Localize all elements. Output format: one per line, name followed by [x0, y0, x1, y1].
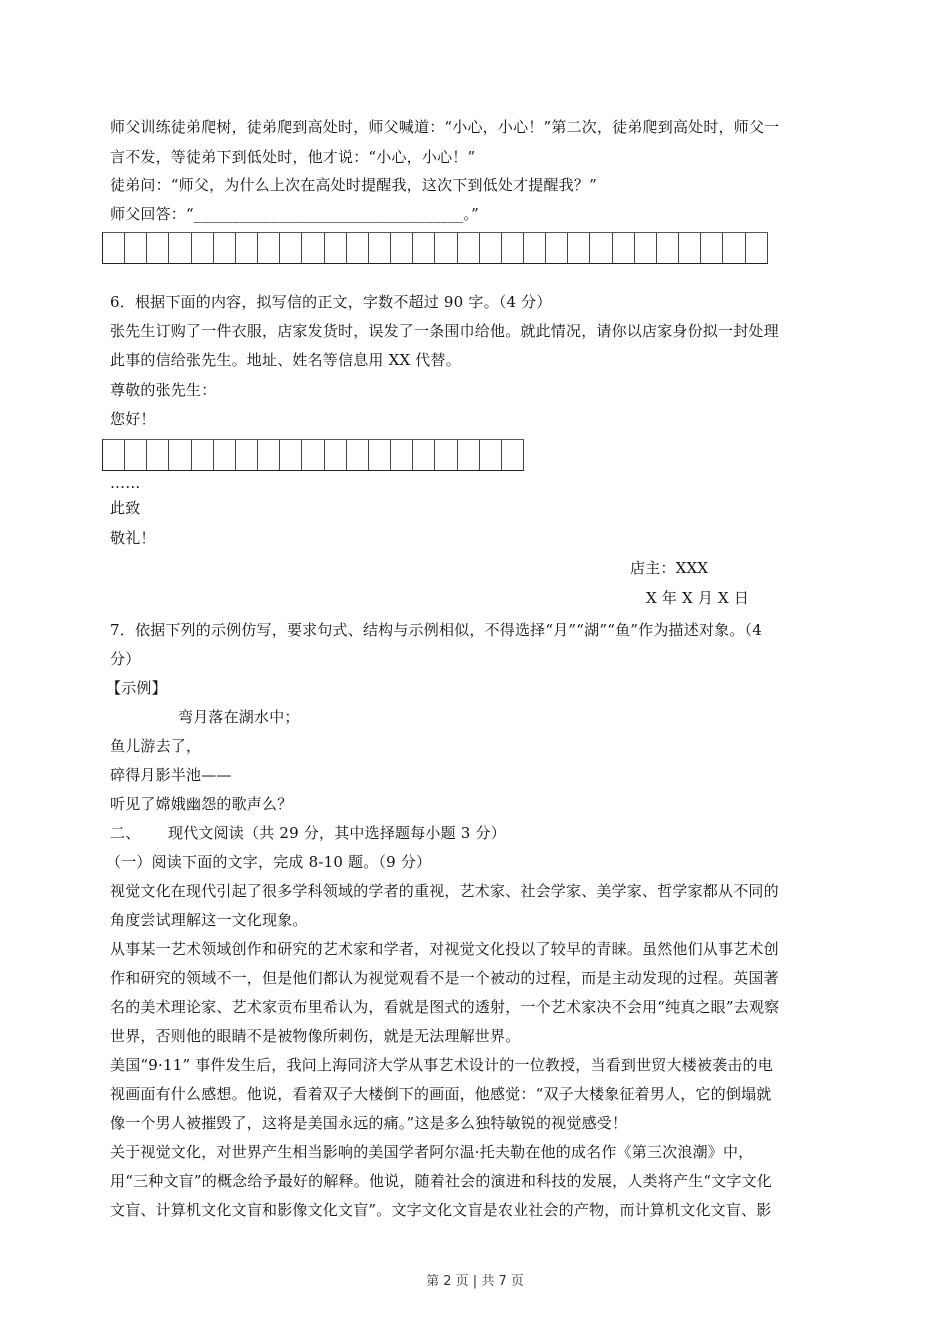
- passage-line: 视觉文化在现代引起了很多学科领域的学者的重视，艺术家、社会学家、美学家、哲学家都从不同的: [110, 882, 779, 900]
- q6-title: 6．根据下面的内容，拟写信的正文，字数不超过 90 字。（4 分）: [110, 293, 552, 311]
- letter-signature: 店主：XXX: [630, 559, 709, 577]
- passage-line: 名的美术理论家、艺术家贡布里希认为，看就是图式的透射，一个艺术家决不会用“纯真之眼”去观察: [110, 998, 780, 1016]
- q6-answer-grid[interactable]: [102, 439, 524, 471]
- answer-cell[interactable]: [413, 233, 435, 263]
- answer-cell[interactable]: [746, 233, 768, 263]
- section2-sub: （一）阅读下面的文字，完成 8-10 题。（9 分）: [106, 853, 432, 871]
- answer-cell[interactable]: [635, 233, 657, 263]
- poem-line-3: 碎得月影半池——: [110, 766, 232, 784]
- answer-cell[interactable]: [435, 440, 457, 470]
- answer-cell[interactable]: [280, 233, 302, 263]
- passage-line: 从事某一艺术领域创作和研究的艺术家和学者，对视觉文化投以了较早的青睐。虽然他们从事艺术创: [110, 940, 779, 958]
- answer-cell[interactable]: [391, 233, 413, 263]
- answer-cell[interactable]: [347, 233, 369, 263]
- answer-cell[interactable]: [302, 233, 324, 263]
- letter-closing-1: 此致: [110, 499, 141, 517]
- q7-example-label: 【示例】: [106, 679, 167, 697]
- answer-cell[interactable]: [280, 440, 302, 470]
- answer-cell[interactable]: [169, 233, 191, 263]
- answer-cell[interactable]: [613, 233, 635, 263]
- answer-cell[interactable]: [125, 233, 147, 263]
- answer-cell[interactable]: [325, 233, 347, 263]
- q6-line-3: 此事的信给张先生。地址、姓名等信息用 XX 代替。: [110, 351, 461, 369]
- answer-cell[interactable]: [192, 440, 214, 470]
- q5-answer-prompt: 师父回答：“___________________________________。”: [110, 205, 479, 223]
- answer-cell[interactable]: [480, 233, 502, 263]
- answer-cell[interactable]: [147, 233, 169, 263]
- answer-cell[interactable]: [214, 233, 236, 263]
- passage-line: 美国“9·11” 事件发生后，我问上海同济大学从事艺术设计的一位教授，当看到世贸大楼被袭击的电: [110, 1056, 773, 1074]
- answer-cell[interactable]: [369, 233, 391, 263]
- passage-line: 关于视觉文化，对世界产生相当影响的美国学者阿尔温·托夫勒在他的成名作《第三次浪潮》中，: [110, 1143, 754, 1161]
- answer-cell[interactable]: [413, 440, 435, 470]
- answer-cell[interactable]: [502, 233, 524, 263]
- answer-cell[interactable]: [236, 233, 258, 263]
- passage-line: 角度尝试理解这一文化现象。: [110, 911, 308, 929]
- answer-cell[interactable]: [236, 440, 258, 470]
- answer-cell[interactable]: [435, 233, 457, 263]
- answer-cell[interactable]: [679, 233, 701, 263]
- letter-date: X 年 X 月 X 日: [646, 589, 750, 607]
- q5-line-1: 师父训练徒弟爬树，徒弟爬到高处时，师父喊道：“小心，小心！”第二次，徒弟爬到高处时，师父一: [110, 118, 780, 136]
- letter-closing-2: 敬礼！: [110, 529, 156, 547]
- passage-line: 作和研究的领域不一，但是他们都认为视觉观看不是一个被动的过程，而是主动发现的过程。英国著: [110, 969, 779, 987]
- answer-cell[interactable]: [214, 440, 236, 470]
- passage-line: 视画面有什么感想。他说，看着双子大楼倒下的画面，他感觉：“双子大楼象征着男人，它的倒塌就: [110, 1085, 772, 1103]
- answer-cell[interactable]: [125, 440, 147, 470]
- answer-cell[interactable]: [458, 440, 480, 470]
- q5-answer-grid[interactable]: [102, 232, 768, 264]
- answer-cell[interactable]: [568, 233, 590, 263]
- answer-cell[interactable]: [103, 440, 125, 470]
- q5-line-3: 徒弟问：“师父，为什么上次在高处时提醒我，这次下到低处才提醒我？”: [110, 176, 597, 194]
- answer-cell[interactable]: [347, 440, 369, 470]
- answer-cell[interactable]: [258, 440, 280, 470]
- q7-title: 7．依据下列的示例仿写，要求句式、结构与示例相似，不得选择“月”“湖”“鱼”作为描述对象。（4: [110, 621, 763, 639]
- answer-cell[interactable]: [192, 233, 214, 263]
- poem-line-4: 听见了嫦娥幽怨的歌声么？: [110, 795, 293, 813]
- answer-cell[interactable]: [657, 233, 679, 263]
- answer-cell[interactable]: [325, 440, 347, 470]
- answer-cell[interactable]: [480, 440, 502, 470]
- answer-cell[interactable]: [391, 440, 413, 470]
- answer-cell[interactable]: [524, 233, 546, 263]
- q7-title-cont: 分）: [110, 650, 141, 668]
- passage-line: 世界，否则他的眼睛不是被物像所刺伤，就是无法理解世界。: [110, 1027, 521, 1045]
- letter-ellipsis: ……: [110, 474, 141, 492]
- answer-cell[interactable]: [258, 233, 280, 263]
- answer-cell[interactable]: [590, 233, 612, 263]
- q6-line-2: 张先生订购了一件衣服，店家发货时，误发了一条围巾给他。就此情况，请你以店家身份拟一封处理: [110, 322, 779, 340]
- letter-salutation: 尊敬的张先生：: [110, 381, 217, 399]
- answer-cell[interactable]: [103, 233, 125, 263]
- answer-cell[interactable]: [502, 440, 524, 470]
- poem-line-2: 鱼儿游去了，: [110, 737, 202, 755]
- passage-line: 用“三种文盲”的概念给予最好的解释。他说，随着社会的演进和科技的发展，人类将产生“文字文化: [110, 1172, 773, 1190]
- answer-cell[interactable]: [701, 233, 723, 263]
- answer-cell[interactable]: [147, 440, 169, 470]
- section2-number: 二、: [110, 824, 141, 842]
- section2-heading: 现代文阅读（共 29 分，其中选择题每小题 3 分）: [168, 824, 506, 842]
- page-number: 第 2 页 | 共 7 页: [426, 1274, 524, 1289]
- passage-line: 像一个男人被摧毁了，这将是美国永远的痛。”这是多么独特敏锐的视觉感受！: [110, 1114, 628, 1132]
- passage-line: 文盲、计算机文化文盲和影像文化文盲”。文字文化文盲是农业社会的产物，而计算机文化文盲、影: [110, 1201, 772, 1219]
- poem-line-1: 弯月落在湖水中；: [178, 708, 300, 726]
- answer-cell[interactable]: [169, 440, 191, 470]
- letter-greeting: 您好！: [110, 410, 156, 428]
- q5-line-2: 言不发，等徒弟下到低处时，他才说：“小心，小心！”: [110, 148, 476, 166]
- answer-cell[interactable]: [369, 440, 391, 470]
- answer-cell[interactable]: [302, 440, 324, 470]
- answer-cell[interactable]: [723, 233, 745, 263]
- answer-cell[interactable]: [546, 233, 568, 263]
- answer-cell[interactable]: [458, 233, 480, 263]
